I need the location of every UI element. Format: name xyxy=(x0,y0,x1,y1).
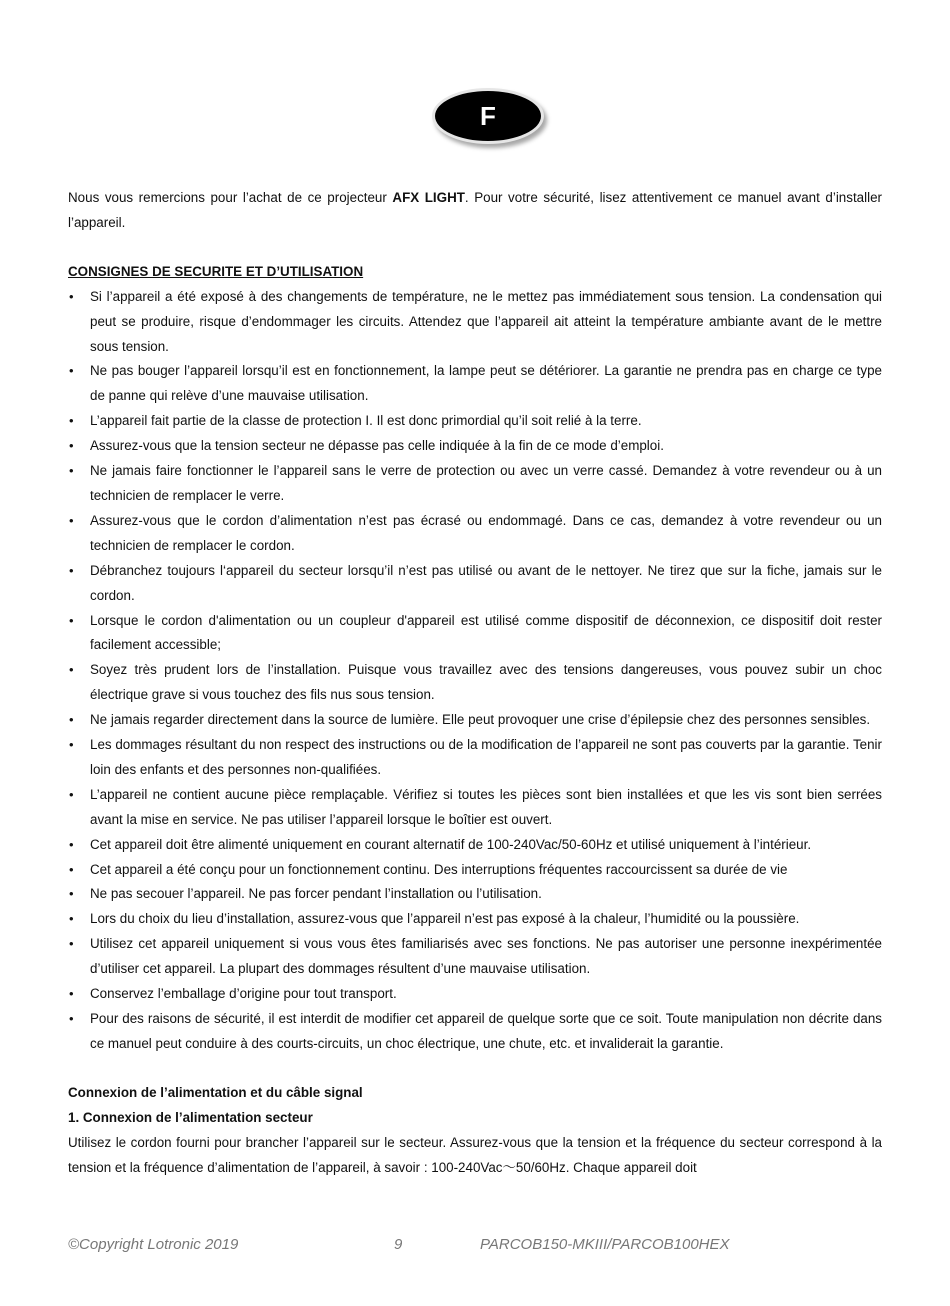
safety-item: • Cet appareil doit être alimenté uniquement en courant alternatif de 100-240Vac/50-60Hz et utilisé uniquement à l’intérieur. xyxy=(68,833,882,858)
power-connection-text: Utilisez le cordon fourni pour brancher l’appareil sur le secteur. Assurez-vous que la tension et la fréquence du secteur correspond à la tension et la fréquence d’alimentation de l’appareil, à savoir : 100-240Vac〜50/60Hz. Chaque appareil doit xyxy=(68,1134,882,1175)
safety-item: • Ne pas bouger l’appareil lorsqu’il est en fonctionnement, la lampe peut se détériorer. La garantie ne prendra pas en charge ce type de panne qui relève d’une mauvaise utilisation. xyxy=(68,359,882,409)
safety-item: • Assurez-vous que la tension secteur ne dépasse pas celle indiquée à la fin de ce mode d’emploi. xyxy=(68,434,882,459)
language-badge xyxy=(432,88,544,144)
safety-list xyxy=(68,285,882,1057)
page-footer xyxy=(68,1236,882,1260)
power-connection-subheading: 1. Connexion de l’alimentation secteur xyxy=(68,1109,313,1125)
safety-item: • L’appareil ne contient aucune pièce remplaçable. Vérifiez si toutes les pièces sont bien installées et que les vis sont bien serrées avant la mise en service. Ne pas utiliser l’appareil lorsque le boîtier est ouvert. xyxy=(68,783,882,833)
footer-page-number: 9 xyxy=(394,1236,403,1253)
footer-model: PARCOB150-MKIII/PARCOB100HEX xyxy=(480,1236,730,1253)
safety-item: • Assurez-vous que le cordon d’alimentation n’est pas écrasé ou endommagé. Dans ce cas, demandez à votre revendeur ou un technicien de remplacer le cordon. xyxy=(68,509,882,559)
connection-heading: Connexion de l’alimentation et du câble signal xyxy=(68,1084,363,1100)
brand-name: AFX LIGHT xyxy=(392,190,465,205)
safety-item: • Ne jamais regarder directement dans la source de lumière. Elle peut provoquer une crise d’épilepsie chez des personnes sensibles. xyxy=(68,708,882,733)
safety-item: • Ne pas secouer l’appareil. Ne pas forcer pendant l’installation ou l’utilisation. xyxy=(68,882,882,907)
safety-item: • Conservez l’emballage d’origine pour tout transport. xyxy=(68,982,882,1007)
language-letter: F xyxy=(480,100,496,131)
safety-item: • Les dommages résultant du non respect des instructions ou de la modification de l’appareil ne sont pas couverts par la garantie. Tenir loin des enfants et des personnes non-qualifiées. xyxy=(68,733,882,783)
safety-item: • Lorsque le cordon d'alimentation ou un coupleur d'appareil est utilisé comme dispositif de déconnexion, ce dispositif doit rester facilement accessible; xyxy=(68,609,882,659)
safety-heading: CONSIGNES DE SECURITE ET D’UTILISATION xyxy=(68,263,364,279)
safety-item: • Utilisez cet appareil uniquement si vous vous êtes familiarisés avec ses fonctions. Ne pas autoriser une personne inexpérimentée d’utiliser cet appareil. La plupart des dommages résultent d’une mauvaise utilisation. xyxy=(68,932,882,982)
safety-item: • Lors du choix du lieu d’installation, assurez-vous que l’appareil n’est pas exposé à la chaleur, l’humidité ou la poussière. xyxy=(68,907,882,932)
safety-item: • Cet appareil a été conçu pour un fonctionnement continu. Des interruptions fréquentes raccourcissent sa durée de vie xyxy=(68,858,882,883)
safety-item: • Pour des raisons de sécurité, il est interdit de modifier cet appareil de quelque sorte que ce soit. Toute manipulation non décrite dans ce manuel peut conduire à des courts-circuits, un choc électrique, une chute, etc. et invaliderait la garantie. xyxy=(68,1007,882,1057)
intro-text-end: . Pour votre sécurité, lisez attentivement ce manuel avant d’installer l’appareil. xyxy=(68,190,882,230)
safety-item: • Ne jamais faire fonctionner le l’appareil sans le verre de protection ou avec un verre cassé. Demandez à votre revendeur ou à un technicien de remplacer le verre. xyxy=(68,459,882,509)
intro-paragraph xyxy=(68,186,882,236)
safety-item: • L’appareil fait partie de la classe de protection I. Il est donc primordial qu’il soit relié à la terre. xyxy=(68,409,882,434)
footer-copyright: ©Copyright Lotronic 2019 xyxy=(68,1236,239,1253)
safety-item: • Débranchez toujours l‘appareil du secteur lorsqu’il n’est pas utilisé ou avant de le nettoyer. Ne tirez que sur la fiche, jamais sur le cordon. xyxy=(68,559,882,609)
safety-item: • Soyez très prudent lors de l’installation. Puisque vous travaillez avec des tensions dangereuses, vous pouvez subir un choc électrique grave si vous touchez des fils nus sous tension. xyxy=(68,658,882,708)
intro-text-start: Nous vous remercions pour l’achat de ce projecteur xyxy=(68,190,393,205)
safety-item: • Si l’appareil a été exposé à des changements de température, ne le mettez pas immédiatement sous tension. La condensation qui peut se produire, risque d’endommager les circuits. Attendez que l’appareil ait atteint la température ambiante avant de le mettre sous tension. xyxy=(68,285,882,360)
manual-content xyxy=(68,186,882,1180)
